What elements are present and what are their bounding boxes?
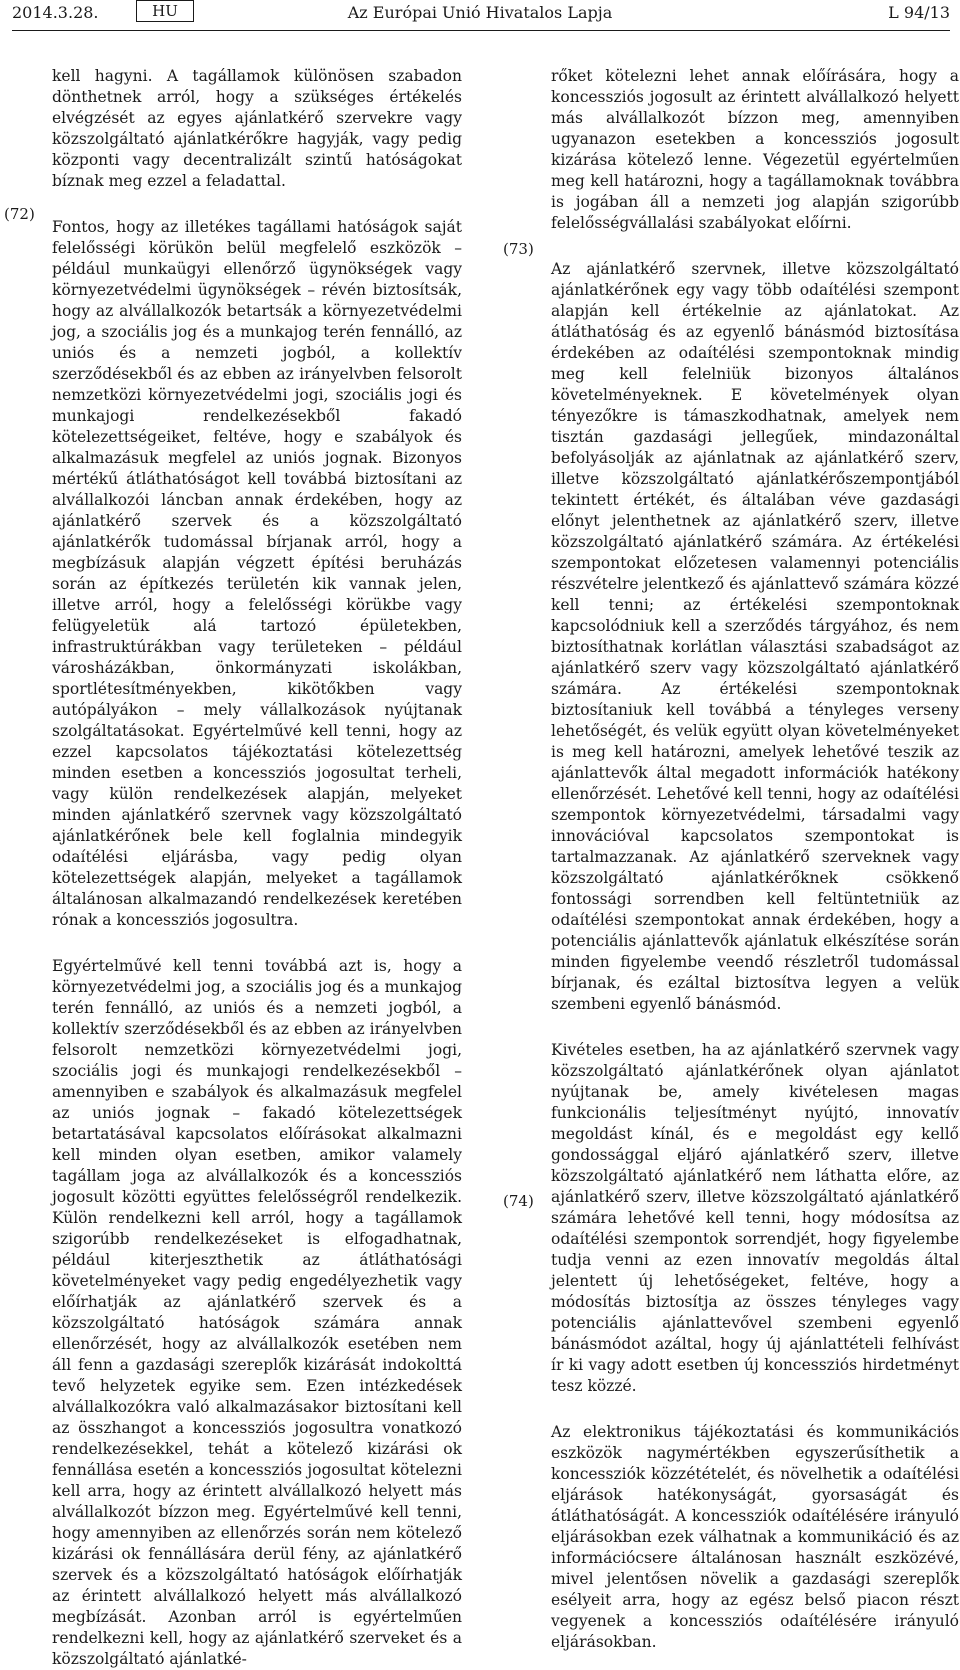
recital-74-text: Az elektronikus tájékoztatási és kommunikációs eszközök nagymértékben egyszerűsíthetik a koncessziók közzétételét, és növelhetik a odaítélési eljárások hatékonyságát, gyorsaságát és átláthatóságát. A koncessziók odaítélésére irányuló eljárásokban ezek válhatnak a kommunikáció és az információcsere általánosan használt eszközévé, mivel jelentősen növelik a gazdasági szereplők esélyeit arra, hogy az egész belső piacon részt vegyenek a koncessziós odaítélésére irányuló eljárásokban.: [551, 1423, 959, 1651]
recital-number-73: (73): [503, 240, 534, 258]
right-column: [551, 66, 959, 1653]
recital-number-72: (72): [4, 205, 35, 223]
right-paragraph-1: rőket kötelezni lehet annak előírására, hogy a koncessziós jogosult az érintett alvállalkozó helyett más alvállalkozót bízzon meg, amennyiben ugyanazon esetekben a koncessziós jogosult kizárása kötelező lenne. Végezetül egyértelműen meg kell határozni, hogy a tagállamoknak továbbra is jogában áll a nemzeti jog alapján szigorúbb felelősségvállalási szabályokat előírni.: [551, 67, 959, 232]
page-number: L 94/13: [888, 3, 950, 22]
header-rule: [12, 30, 950, 31]
left-paragraph-1: kell hagyni. A tagállamok különösen szabadon dönthetnek arról, hogy a szükséges értékelés elvégzését az egyes ajánlatkérő szervekre vagy közszolgáltató ajánlatkérőkre hagyják, vagy pedig központi vagy decentralizált szintű hatóságokat bíznak meg ezzel a feladattal.: [52, 67, 462, 190]
recital-73-text: Az ajánlatkérő szervnek, illetve közszolgáltató ajánlatkérőnek egy vagy több odaítélési szempont alapján kell értékelnie az ajánlatokat. Az átláthatóság és az egyenlő bánásmód biztosítása érdekében az odaítélési szempontoknak mindig meg kell felelniük bizonyos általános követelményeknek. E követelmények olyan tényezőkre is támaszkodhatnak, amelyek nem tisztán gazdasági jellegűek, mindazonáltal befolyásolják az ajánlatnak az ajánlatkérő szerv, illetve közszolgáltató ajánlatkérőszempontjából tekintett értékét, és általában véve gazdasági előnyt jelenthetnek az ajánlatkérő szerv, illetve közszolgáltató ajánlatkérő számára. Az értékelési szempontokat előzetesen valamennyi potenciális részvételre jelentkező és ajánlattevő számára közzé kell tenni; az értékelési szempontoknak kapcsolódniuk kell a szerződés tárgyához, és nem biztosíthatnak korlátlan választási szabadságot az ajánlatkérő szerv vagy közszolgáltató ajánlatkérő számára. Az értékelési szempontoknak biztosítaniuk kell továbbá a tényleges verseny lehetőségét, és velük együtt olyan követelményeket is meg kell határozni, amelyek lehetővé teszik az ajánlattevők által megadott információk hatékony ellenőrzését. Lehetővé kell tenni, hogy az odaítélési szempontok környezetvédelmi, társadalmi vagy innovációval kapcsolatos szempontokat is tartalmazzanak. Az ajánlatkérő szerveknek vagy közszolgáltató ajánlatkérőknek csökkenő fontossági sorrendben kell feltüntetniük az odaítélési szempontokat annak érdekében, hogy a potenciális ajánlattevők ajánlatuk elkészítése során minden figyelembe veendő részletről tudomással bírjanak, és ezáltal biztosítva legyen a velük szembeni egyenlő bánásmód.: [551, 260, 959, 1013]
journal-title: Az Európai Unió Hivatalos Lapja: [347, 3, 613, 22]
recital-number-74: (74): [503, 1192, 534, 1210]
left-column: [52, 66, 462, 1670]
page-header: [0, 0, 960, 30]
recital-73-continuation: Kivételes esetben, ha az ajánlatkérő szervnek vagy közszolgáltató ajánlatkérőnek olyan ajánlatot nyújtanak be, amely kivételesen magas funkcionális teljesítményt nyújtó, innovatív megoldást kínál, és e megoldást egy kellő gondossággal eljáró ajánlatkérő szerv, illetve közszolgáltató ajánlatkérő nem láthatta előre, az ajánlatkérő szerv, illetve közszolgáltató ajánlatkérő számára lehetővé kell tenni, hogy módosítsa az odaítélési szempontok sorrendjét, hogy figyelembe tudja venni az ezen innovatív megoldás által jelentett új lehetőségeket, feltéve, hogy a módosítás biztosítja az összes tényleges vagy potenciális ajánlattevővel szembeni egyenlő bánásmódot azáltal, hogy új ajánlattételi felhívást ír ki vagy adott esetben új koncessziós hirdetményt tesz közzé.: [551, 1041, 959, 1395]
header-date: 2014.3.28.: [12, 3, 99, 22]
language-badge: HU: [136, 0, 194, 22]
recital-72-continuation: Egyértelművé kell tenni továbbá azt is, hogy a környezetvédelmi jog, a szociális jog és a munkajog terén fennálló, az uniós és a nemzeti jogból, a kollektív szerződésekből és az ebben az irányelvben felsorolt nemzetközi környezetvédelmi jogi, szociális jogi és munkajogi rendelkezésekből – amennyiben e szabályok és alkalmazásuk megfelel az uniós jognak – fakadó kötelezettségek betartatásával kapcsolatos előírásokat alkalmazni kell minden olyan esetben, amikor valamely tagállam joga az alvállalkozók és a koncessziós jogosult közötti együttes felelősségről rendelkezik. Külön rendelkezni kell arról, hogy a tagállamok szigorúbb rendelkezéseket is elfogadhatnak, például kiterjeszthetik az átláthatósági követelményeket vagy pedig engedélyezhetik vagy előírhatják az ajánlatkérő szervek és a közszolgáltató hatóságok számára annak ellenőrzését, hogy az alvállalkozók esetében nem áll fenn a gazdasági szereplők kizárását indokolttá tevő helyzetek egyike sem. Ezen intézkedések alvállalkozókra való alkalmazásakor biztosítani kell az összhangot a koncessziós jogosultra vonatkozó rendelkezésekkel, tehát a kötelező kizárási ok fennállása esetén a koncessziós jogosultat kötelezni kell arra, hogy az érintett alvállalkozó helyett más alvállalkozót bízzon meg. Egyértelművé kell tenni, hogy amennyiben az ellenőrzés során nem kötelező kizárási ok fennállására derül fény, az ajánlatkérő szervek és a közszolgáltató hatóságok előírhatják az érintett alvállalkozó helyett más alvállalkozó megbízását. Azonban arról is egyértelműen rendelkezni kell, hogy az ajánlatkérő szerveket és a közszolgáltató ajánlatké-: [52, 957, 462, 1668]
recital-72-text: Fontos, hogy az illetékes tagállami hatóságok saját felelősségi körükön belül megfelelő eszközök – például munkaügyi ellenőrző ügynökségek vagy környezetvédelmi ügynökségek – révén biztosítsák, hogy az alvállalkozók betartsák a környezetvédelmi jog, a szociális jog és a munkajog terén fennálló, az uniós és a nemzeti jogból, a kollektív szerződésekből és az ebben az irányelvben felsorolt nemzetközi környezetvédelmi jogi, szociális jogi és munkajogi rendelkezésekből fakadó kötelezettségeiket, feltéve, hogy e szabályok és alkalmazásuk megfelel az uniós jognak. Bizonyos mértékű átláthatóságot kell továbbá biztosítani az alvállalkozói láncban annak érdekében, hogy az ajánlatkérő szervek és a közszolgáltató ajánlatkérők tudomással bírjanak arról, hogy a megbízásuk alapján végzett építési beruházás során az építkezés területén kik vannak jelen, illetve arról, hogy a felelősségi körükbe vagy felügyeletük alá tartozó épületekben, infrastruktúrákban vagy területeken – például városházákban, önkormányzati iskolákban, sportlétesítményekben, kikötőkben vagy autópályákon – mely vállalkozások nyújtanak szolgáltatásokat. Egyértelművé kell tenni, hogy az ezzel kapcsolatos tájékoztatási kötelezettség minden esetben a koncessziós jogosultat terheli, vagy külön rendelkezések alapján, melyeket minden ajánlatkérő szervnek vagy közszolgáltató ajánlatkérőnek bele kell foglalnia mindegyik odaítélési eljárásba, vagy pedig olyan kötelezettségek alapján, melyeket a tagállamok általánosan alkalmazandó rendelkezések keretében rónak a koncessziós jogosultra.: [52, 218, 462, 929]
